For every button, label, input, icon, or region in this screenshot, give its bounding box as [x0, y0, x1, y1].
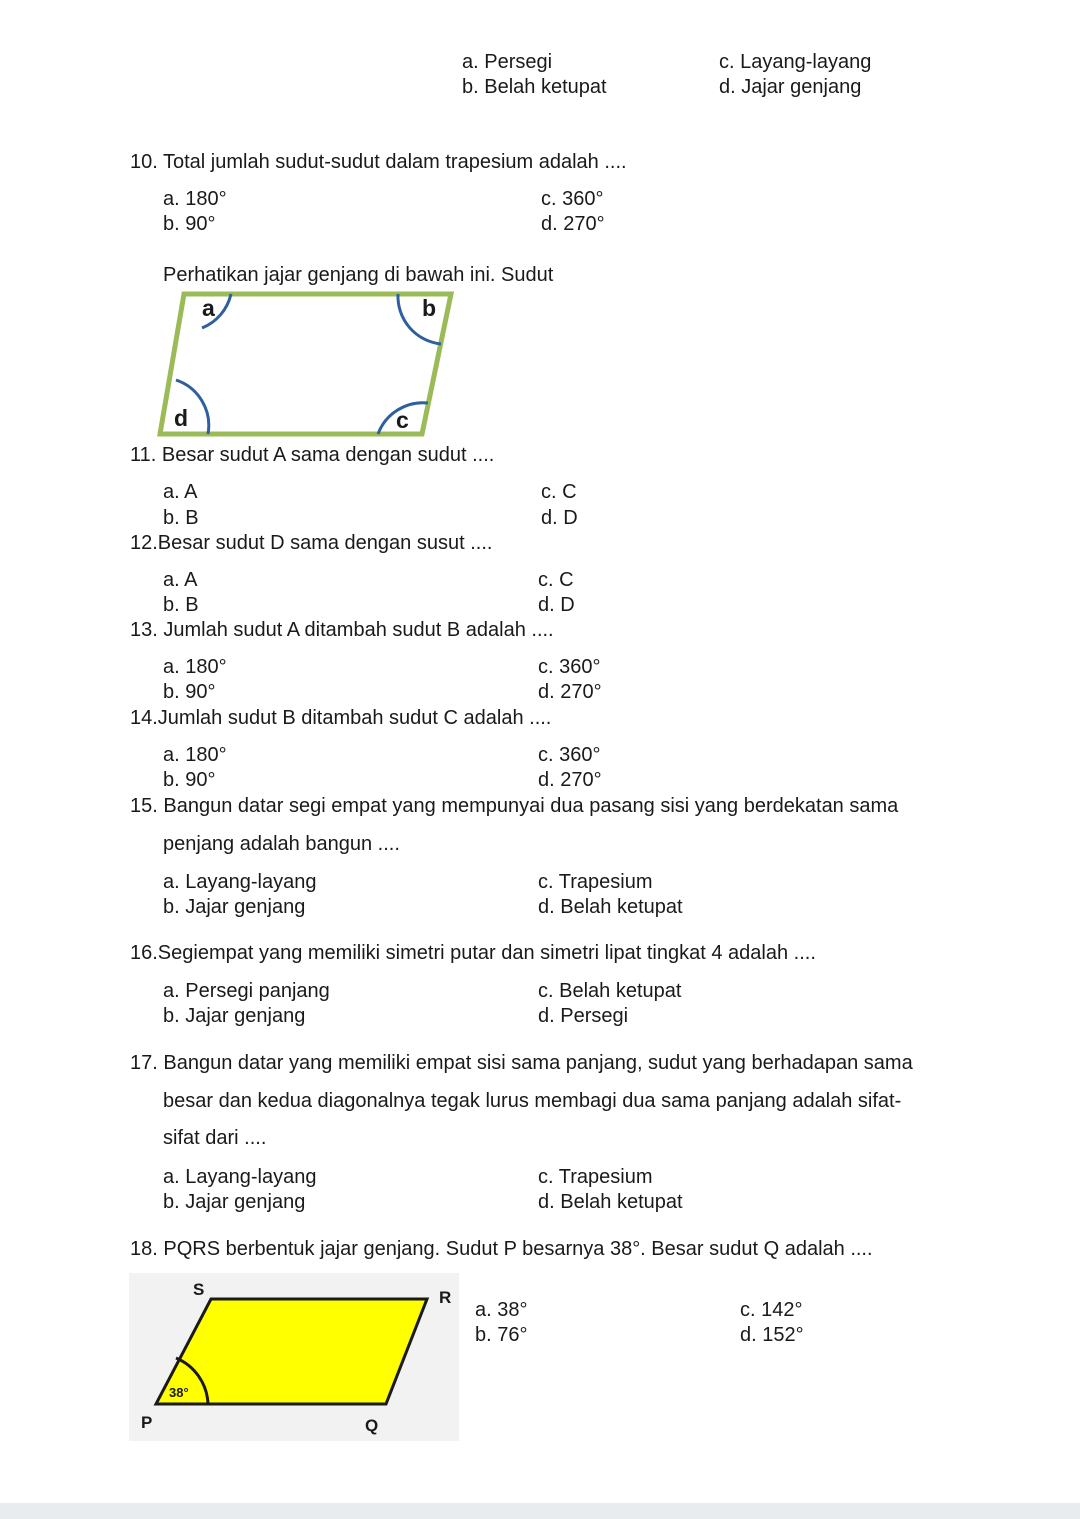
- question-16-option-b: b. Jajar genjang: [163, 1005, 306, 1027]
- question-17-option-a: a. Layang-layang: [163, 1166, 317, 1188]
- angle-a-label: a: [202, 295, 215, 321]
- top-option-a: a. Persegi: [462, 51, 553, 73]
- question-12-text: 12.Besar sudut D sama dengan susut ....: [130, 532, 493, 554]
- question-14-option-a: a. 180°: [163, 744, 227, 766]
- angle-c-label: c: [396, 407, 409, 433]
- question-10-option-a: a. 180°: [163, 188, 227, 210]
- question-13-option-a: a. 180°: [163, 656, 227, 678]
- question-16-option-c: c. Belah ketupat: [538, 980, 682, 1002]
- angle-p-value-label: 38°: [169, 1385, 189, 1400]
- angle-b-label: b: [422, 295, 437, 321]
- question-13-option-c: c. 360°: [538, 656, 601, 678]
- question-12-option-b: b. B: [163, 594, 199, 616]
- question-15-option-a: a. Layang-layang: [163, 871, 317, 893]
- question-15-text: 15. Bangun datar segi empat yang mempunyai dua pasang sisi yang berdekatan sama: [130, 795, 899, 817]
- vertex-r-label: R: [439, 1288, 452, 1307]
- question-16-text: 16.Segiempat yang memiliki simetri putar dan simetri lipat tingkat 4 adalah ....: [130, 942, 816, 964]
- question-15-option-c: c. Trapesium: [538, 871, 653, 893]
- top-option-c: c. Layang-layang: [719, 51, 872, 73]
- question-13-option-d: d. 270°: [538, 681, 602, 703]
- question-17-text-line-2: besar dan kedua diagonalnya tegak lurus membagi dua sama panjang adalah sifat-: [163, 1090, 902, 1112]
- question-18-option-b: b. 76°: [475, 1324, 528, 1346]
- question-17-option-b: b. Jajar genjang: [163, 1191, 306, 1213]
- question-14-option-b: b. 90°: [163, 769, 216, 791]
- vertex-s-label: S: [193, 1280, 205, 1299]
- page-bottom-bar: [0, 1503, 1080, 1519]
- vertex-p-label: P: [141, 1413, 153, 1432]
- question-18-text: 18. PQRS berbentuk jajar genjang. Sudut P besarnya 38°. Besar sudut Q adalah ....: [130, 1238, 873, 1260]
- question-11-option-a: a. A: [163, 481, 198, 503]
- question-11-text: 11. Besar sudut A sama dengan sudut ....: [130, 444, 495, 466]
- question-18-option-c: c. 142°: [740, 1299, 803, 1321]
- question-14-option-d: d. 270°: [538, 769, 602, 791]
- question-16-option-a: a. Persegi panjang: [163, 980, 330, 1002]
- question-16-option-d: d. Persegi: [538, 1005, 629, 1027]
- question-17-option-d: d. Belah ketupat: [538, 1191, 683, 1213]
- question-14-text: 14.Jumlah sudut B ditambah sudut C adalah ....: [130, 707, 552, 729]
- question-12-option-a: a. A: [163, 569, 198, 591]
- question-10-option-d: d. 270°: [541, 213, 605, 235]
- question-15-text-line-2: penjang adalah bangun ....: [163, 833, 400, 855]
- question-11-option-c: c. C: [541, 481, 577, 503]
- vertex-q-label: Q: [365, 1416, 379, 1435]
- question-17-text: 17. Bangun datar yang memiliki empat sisi sama panjang, sudut yang berhadapan sama: [130, 1052, 913, 1074]
- question-14-option-c: c. 360°: [538, 744, 601, 766]
- top-option-d: d. Jajar genjang: [719, 76, 862, 98]
- parallelogram-abcd-figure: [156, 288, 456, 438]
- question-12-option-c: c. C: [538, 569, 574, 591]
- question-10-option-b: b. 90°: [163, 213, 216, 235]
- question-15-option-b: b. Jajar genjang: [163, 896, 306, 918]
- question-11-option-d: d. D: [541, 507, 578, 529]
- question-10-option-c: c. 360°: [541, 188, 604, 210]
- question-10-text: 10. Total jumlah sudut-sudut dalam trapesium adalah ....: [130, 151, 627, 173]
- question-17-text-line-3: sifat dari ....: [163, 1127, 267, 1149]
- question-13-text: 13. Jumlah sudut A ditambah sudut B adalah ....: [130, 619, 554, 641]
- question-15-option-d: d. Belah ketupat: [538, 896, 683, 918]
- question-13-option-b: b. 90°: [163, 681, 216, 703]
- top-option-b: b. Belah ketupat: [462, 76, 607, 98]
- question-18-option-a: a. 38°: [475, 1299, 528, 1321]
- parallelogram-pqrs-figure: [129, 1273, 459, 1441]
- question-11-option-b: b. B: [163, 507, 199, 529]
- question-17-option-c: c. Trapesium: [538, 1166, 653, 1188]
- parallelogram-pqrs-shape: [156, 1299, 427, 1404]
- question-12-option-d: d. D: [538, 594, 575, 616]
- angle-d-label: d: [174, 405, 189, 431]
- figure-intro-text: Perhatikan jajar genjang di bawah ini. Sudut: [163, 264, 554, 286]
- question-18-option-d: d. 152°: [740, 1324, 804, 1346]
